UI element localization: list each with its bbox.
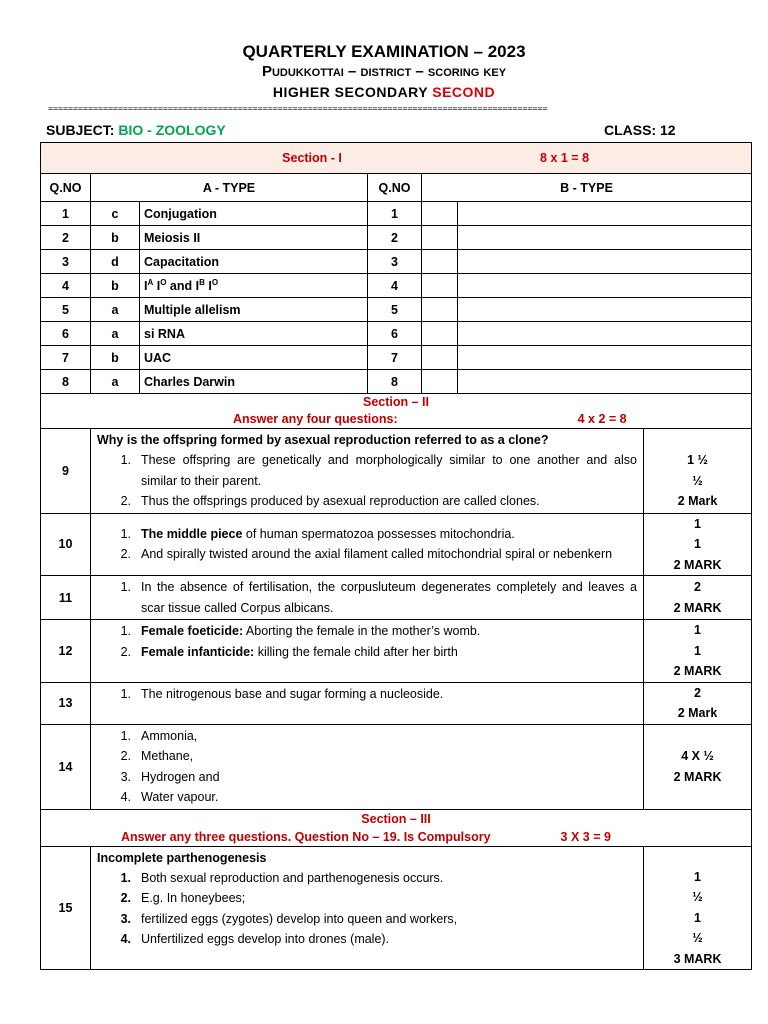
list-item: 2. Female infanticide: killing the female child after her birth bbox=[120, 644, 458, 659]
section-3-header bbox=[41, 809, 752, 846]
question-15-row: 15 Incomplete parthenogenesis 1. Both sexual reproduction and parthenogenesis occurs. 2. E.g. In honeybees; 3. fertilized eggs (zygotes) develop into queen and workers, 4. Unfertilized eggs develop into drones (male). 1 ½ 1 ½ 3 MARK bbox=[41, 846, 752, 970]
answer-list bbox=[97, 684, 637, 705]
question-9-row: 9 Why is the offspring formed by asexual reproduction referred to as a clone? 1. These offspring are genetically and morphologically similar to one another and also similar to their parent. 2. Thus the offsprings produced by asexual reproduction are called clones. 1 ½ ½ 2 Mark bbox=[41, 429, 752, 514]
answer-table bbox=[40, 142, 752, 970]
section-3-title: Section – III bbox=[361, 811, 431, 826]
list-item: 4. Unfertilized eggs develop into drones (male). bbox=[120, 932, 390, 946]
section-1-marks: 8 x 1 = 8 bbox=[540, 151, 590, 165]
question-13-row: 13 1. The nitrogenous base and sugar forming a nucleoside. 2 2 Mark bbox=[41, 682, 752, 724]
list-item: 3. Hydrogen and bbox=[120, 769, 220, 784]
answer-list bbox=[97, 621, 637, 662]
level-highlight: SECOND bbox=[432, 84, 496, 100]
question-10-marks: 1 1 2 MARK bbox=[644, 513, 752, 576]
question-14-row: 14 1. Ammonia, 2. Methane, 3. Hydrogen and 4. Water vapour. 4 X ½ 2 MARK bbox=[41, 724, 752, 809]
question-11-row: 11 1. In the absence of fertilisation, the corpusluteum degenerates completely and leaves a scar tissue called Corpus albicans. 2 2 MARK bbox=[41, 576, 752, 620]
list-item: 2. E.g. In honeybees; bbox=[120, 891, 246, 905]
list-item: 2. Methane, bbox=[120, 749, 194, 763]
question-15-heading: Incomplete parthenogenesis bbox=[97, 850, 267, 865]
level-title: HIGHER SECONDARY SECOND bbox=[272, 84, 496, 100]
district-title: Pudukkottai – district – scoring key bbox=[261, 63, 507, 80]
list-item: 1. These offspring are genetically and morphologically similar to one another and also similar to their parent. bbox=[120, 453, 637, 488]
section-3-marks: 3 X 3 = 9 bbox=[560, 829, 611, 844]
question-13-marks: 2 2 Mark bbox=[644, 682, 752, 724]
list-item: 1. In the absence of fertilisation, the corpusluteum degenerates completely and leaves a scar tissue called Corpus albicans. bbox=[120, 580, 637, 615]
table-row: 6 a si RNA 6 bbox=[41, 322, 752, 346]
question-10-row: 10 1. The middle piece of human spermatozoa possesses mitochondria. 2. And spirally twisted around the axial filament called mitochondrial spiral or nebenkern 1 1 2 MARK bbox=[41, 513, 752, 576]
question-14-marks: 4 X ½ 2 MARK bbox=[644, 724, 752, 809]
table-row: 3 d Capacitation 3 bbox=[41, 250, 752, 274]
question-15-marks: 1 ½ 1 ½ 3 MARK bbox=[644, 846, 752, 970]
list-item: 2. And spirally twisted around the axial filament called mitochondrial spiral or nebenkern bbox=[120, 547, 613, 562]
list-item: 1. Both sexual reproduction and parthenogenesis occurs. bbox=[120, 870, 444, 885]
question-9-text: Why is the offspring formed by asexual reproduction referred to as a clone? bbox=[97, 433, 549, 447]
class-label: CLASS: 12 bbox=[604, 122, 676, 138]
section-1-column-headers: Q.NO A - TYPE Q.NO B - TYPE bbox=[41, 174, 752, 202]
subject-name: BIO - ZOOLOGY bbox=[118, 122, 226, 138]
list-item: 3. fertilized eggs (zygotes) develop into queen and workers, bbox=[120, 911, 458, 926]
table-row: 4 b $I^A$ $I^O$ and $I^B$ $I^O$ 4 bbox=[41, 274, 752, 298]
answer-list bbox=[97, 726, 637, 808]
list-item: 1. Female foeticide: Aborting the female in the mother’s womb. bbox=[120, 624, 481, 638]
table-row: 1 c Conjugation 1 bbox=[41, 202, 752, 226]
blood-group-answer: $I^A$ $I^O$ and $I^B$ $I^O$ bbox=[140, 274, 368, 298]
question-12-marks: 1 1 2 MARK bbox=[644, 620, 752, 683]
answer-list bbox=[97, 450, 637, 512]
question-12-row: 12 1. Female foeticide: Aborting the female in the mother’s womb. 2. Female infanticide: killing the female child after her birth 1 1 2 MARK bbox=[41, 620, 752, 683]
answer-list bbox=[97, 868, 637, 950]
table-row: 7 b UAC 7 bbox=[41, 346, 752, 370]
section-1-header bbox=[41, 143, 752, 174]
section-3-instruction: Answer any three questions. Question No – 19. Is Compulsory bbox=[121, 829, 491, 844]
answer-list bbox=[97, 577, 637, 618]
separator-rule: ==================================================================================================== bbox=[48, 103, 548, 113]
list-item: 1. The middle piece of human spermatozoa possesses mitochondria. bbox=[120, 526, 515, 541]
table-row: 8 a Charles Darwin 8 bbox=[41, 370, 752, 394]
section-2-marks: 4 x 2 = 8 bbox=[577, 412, 627, 426]
table-row: 2 b Meiosis II 2 bbox=[41, 226, 752, 250]
list-item: 2. Thus the offsprings produced by asexual reproduction are called clones. bbox=[120, 494, 540, 508]
exam-title: QUARTERLY EXAMINATION – 2023 bbox=[242, 42, 526, 61]
answer-list bbox=[97, 524, 637, 565]
list-item: 4. Water vapour. bbox=[120, 790, 219, 804]
list-item: 1. Ammonia, bbox=[120, 728, 198, 743]
section-2-title: Section – II bbox=[363, 395, 430, 409]
section-1-title: Section - I bbox=[282, 151, 342, 165]
list-item: 1. The nitrogenous base and sugar forming a nucleoside. bbox=[120, 686, 444, 701]
question-11-marks: 2 2 MARK bbox=[644, 576, 752, 620]
section-2-instruction: Answer any four questions: bbox=[233, 412, 398, 426]
subject-line: SUBJECT: BIO - ZOOLOGY bbox=[46, 122, 226, 138]
section-2-header bbox=[41, 394, 752, 429]
question-9-marks: 1 ½ ½ 2 Mark bbox=[644, 429, 752, 514]
table-row: 5 a Multiple allelism 5 bbox=[41, 298, 752, 322]
